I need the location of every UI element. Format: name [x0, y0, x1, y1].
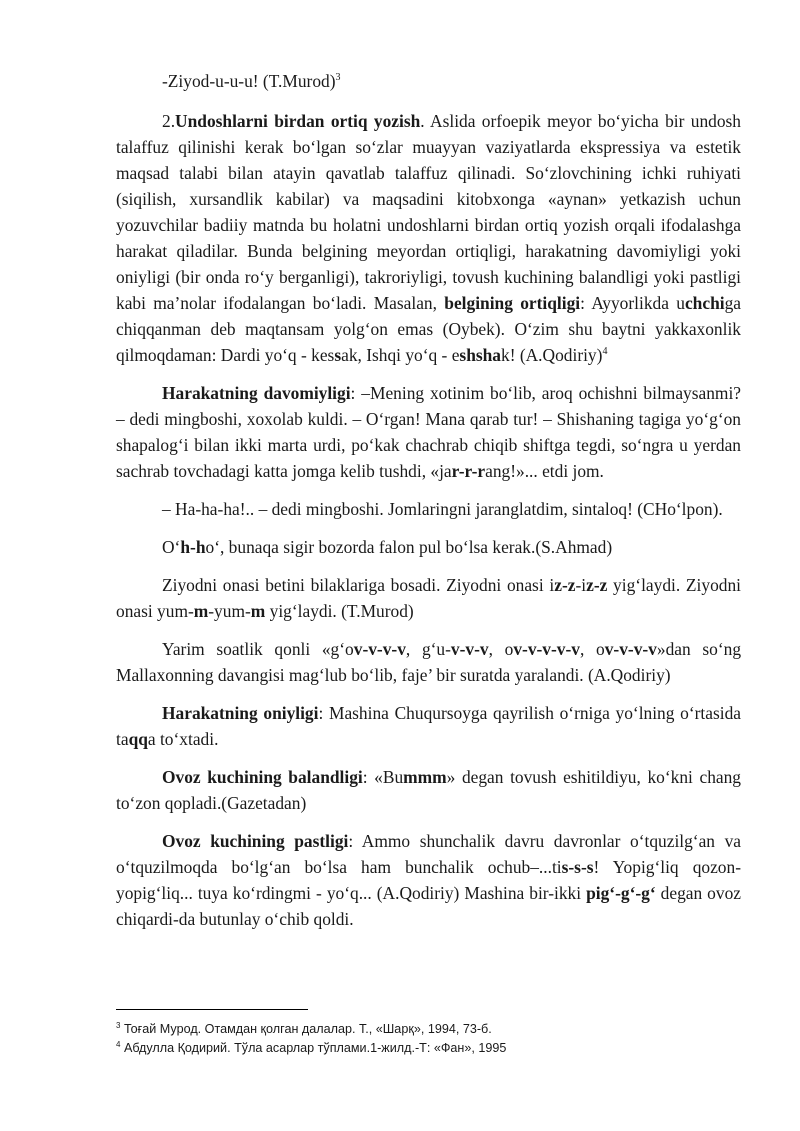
paragraph-text: . Aslida orfoepik meyor bo‘yicha bir undosh talaffuz qilinishi kerak bo‘lgan so‘zlar muayyan vaziyatlarda ekspressiya va estetik maqsad talabi bilan atayin qavatlab talaffuz qilinadi. So‘zlovchining ichki ruhiyati (siqilish, xursandlik kabilar) va maqsadini kitobxonga «aynan» yetkazish uchun yozuvchilar badiiy matnda bu holatni undoshlarni birdan ortiq yozish orqali ifodalashga harakat qiladilar. Bunda belgining meyordan ortiqligi, harakatning davomiyligi yoki oniyligi (bir onda ro‘y berganligi), takroriyligi, tovush kuchining balandligi yoki pastligi kabi ma’nolar ifodalangan bo‘ladi. Masalan, — [116, 111, 741, 313]
paragraph-text: : Mashina Chuqursoyga qayrilish o‘rniga yo‘lning o‘rtasida ta — [116, 703, 741, 749]
emphasis: s — [334, 345, 342, 365]
section-heading: Undoshlarni birdan ortiq yozish — [175, 111, 421, 131]
emphasis: pig‘-g‘-g‘ — [586, 883, 656, 903]
paragraph-hahaha — [116, 496, 741, 522]
paragraph-quote — [116, 68, 741, 94]
paragraph-text: : Ammo shunchalik davru davronlar o‘tquzilg‘an va o‘tquzilmoqda bo‘lg‘an bo‘lsa ham bunchalik ochub–...ti — [116, 831, 741, 877]
paragraph-text: yig‘laydi. Ziyodni onasi yum- — [116, 575, 741, 621]
paragraph-text: » degan tovush eshitildiyu, ko‘kni chang to‘zon qopladi.(Gazetadan) — [116, 767, 741, 813]
paragraph-text: , g‘u- — [405, 639, 451, 659]
paragraph-text: – Ha-ha-ha!.. – dedi mingboshi. Jomlaringni jaranglatdim, sintaloq! (CHo‘lpon). — [162, 499, 723, 519]
paragraph-text: o‘, bunaqa sigir bozorda falon pul bo‘lsa kerak.(S.Ahmad) — [205, 537, 613, 557]
paragraph-oho — [116, 534, 741, 560]
term-label: Harakatning davomiyligi — [162, 383, 351, 403]
footnote-4 — [116, 1039, 741, 1058]
emphasis: m — [250, 601, 266, 621]
emphasis: z-z — [586, 575, 608, 595]
paragraph-undoshlar — [116, 108, 741, 368]
footnote-text: Абдулла Қодирий. Тўла асарлар тўплами.1-жилд.-Т: «Фан», 1995 — [120, 1041, 507, 1055]
emphasis: v-v-v-v-v — [513, 639, 580, 659]
paragraph-ziyod-onasi — [116, 572, 741, 624]
section-number: 2. — [162, 111, 176, 131]
term-label: Ovoz kuchining balandligi — [162, 767, 363, 787]
paragraph-text: k! (A.Qodiriy) — [501, 345, 603, 365]
footnote-text: Тоғай Мурод. Отамдан қолган далалар. Т., «Шарқ», 1994, 73-б. — [120, 1022, 492, 1036]
document-body — [116, 68, 741, 944]
paragraph-text: ak, Ishqi yo‘q - e — [341, 345, 460, 365]
term-label: Ovoz kuchining pastligi — [162, 831, 349, 851]
paragraph-text: »dan so‘ng Mallaxonning davangisi mag‘lub bo‘lib, faje’ bir suratda yaralandi. (A.Qodiriy) — [116, 639, 742, 685]
emphasis: shsha — [459, 345, 501, 365]
footnote-3 — [116, 1020, 741, 1039]
paragraph-text: Yarim soatlik qonli «g‘o — [162, 639, 354, 659]
paragraph-balandlik — [116, 764, 741, 816]
emphasis: z-z — [554, 575, 576, 595]
footnotes — [116, 1020, 741, 1058]
term-label: Harakatning oniyligi — [162, 703, 319, 723]
emphasis: v-v-v-v — [353, 639, 406, 659]
footnote-separator — [116, 1009, 308, 1010]
paragraph-text: , o — [579, 639, 605, 659]
paragraph-text: ang!»... etdi jom. — [485, 461, 604, 481]
emphasis: s-s-s — [561, 857, 594, 877]
footnote-number: 4 — [116, 1039, 121, 1049]
paragraph-text: O‘ — [162, 537, 181, 557]
paragraph-text: degan ovoz chiqardi-da butunlay o‘chib qoldi. — [116, 883, 741, 929]
paragraph-text: yig‘laydi. (T.Murod) — [265, 601, 414, 621]
emphasis: qq — [128, 729, 148, 749]
paragraph-text: ga chiqqanman deb maqtansam yolg‘on emas (Oybek). O‘zim shu baytni yakkaxonlik qilmoqdaman: Dardi yo‘q - kes — [116, 293, 741, 365]
paragraph-text: , o — [488, 639, 514, 659]
paragraph-text: -yum- — [208, 601, 251, 621]
emphasis: m — [193, 601, 209, 621]
emphasis: r-r-r — [451, 461, 486, 481]
term-label: belgining ortiqligi — [444, 293, 581, 313]
quote-text: -Ziyod-u-u-u! (T.Murod) — [162, 71, 336, 91]
footnote-ref-4: 4 — [602, 346, 608, 358]
emphasis: mmm — [403, 767, 447, 787]
paragraph-davomiylik — [116, 380, 741, 484]
emphasis: chchi — [684, 293, 725, 313]
paragraph-text: Ziyodni onasi betini bilaklariga bosadi. Ziyodni onasi i — [162, 575, 555, 595]
paragraph-text: : «Bu — [362, 767, 404, 787]
emphasis: h-h — [180, 537, 206, 557]
emphasis: v-v-v-v — [604, 639, 657, 659]
paragraph-text: : Ayyorlikda u — [580, 293, 685, 313]
paragraph-text: a to‘xtadi. — [147, 729, 219, 749]
paragraph-text: ! Yopig‘liq qozon-yopig‘liq... tuya ko‘rdingmi - yo‘q... (A.Qodiriy) Mashina bir-ikki — [116, 857, 741, 903]
paragraph-pastlik — [116, 828, 741, 932]
emphasis: v-v-v — [450, 639, 489, 659]
paragraph-yarim-soatlik — [116, 636, 741, 688]
footnote-ref-3: 3 — [335, 72, 341, 84]
paragraph-text: : –Mening xotinim bo‘lib, aroq ochishni bilmaysanmi? – dedi mingboshi, xoxolab kuldi. – O‘rgan! Mana qarab tur! – Shishaning tagiga yo‘g‘on shapalog‘i bilan ikki marta urdi, po‘kak chachrab chiqib shiftga tegdi, so‘ngra u yerdan sachrab tovchadagi katta jomga kelib tushdi, «ja — [116, 383, 741, 481]
footnote-number: 3 — [116, 1020, 121, 1030]
paragraph-text: -i — [575, 575, 587, 595]
paragraph-oniylik — [116, 700, 741, 752]
